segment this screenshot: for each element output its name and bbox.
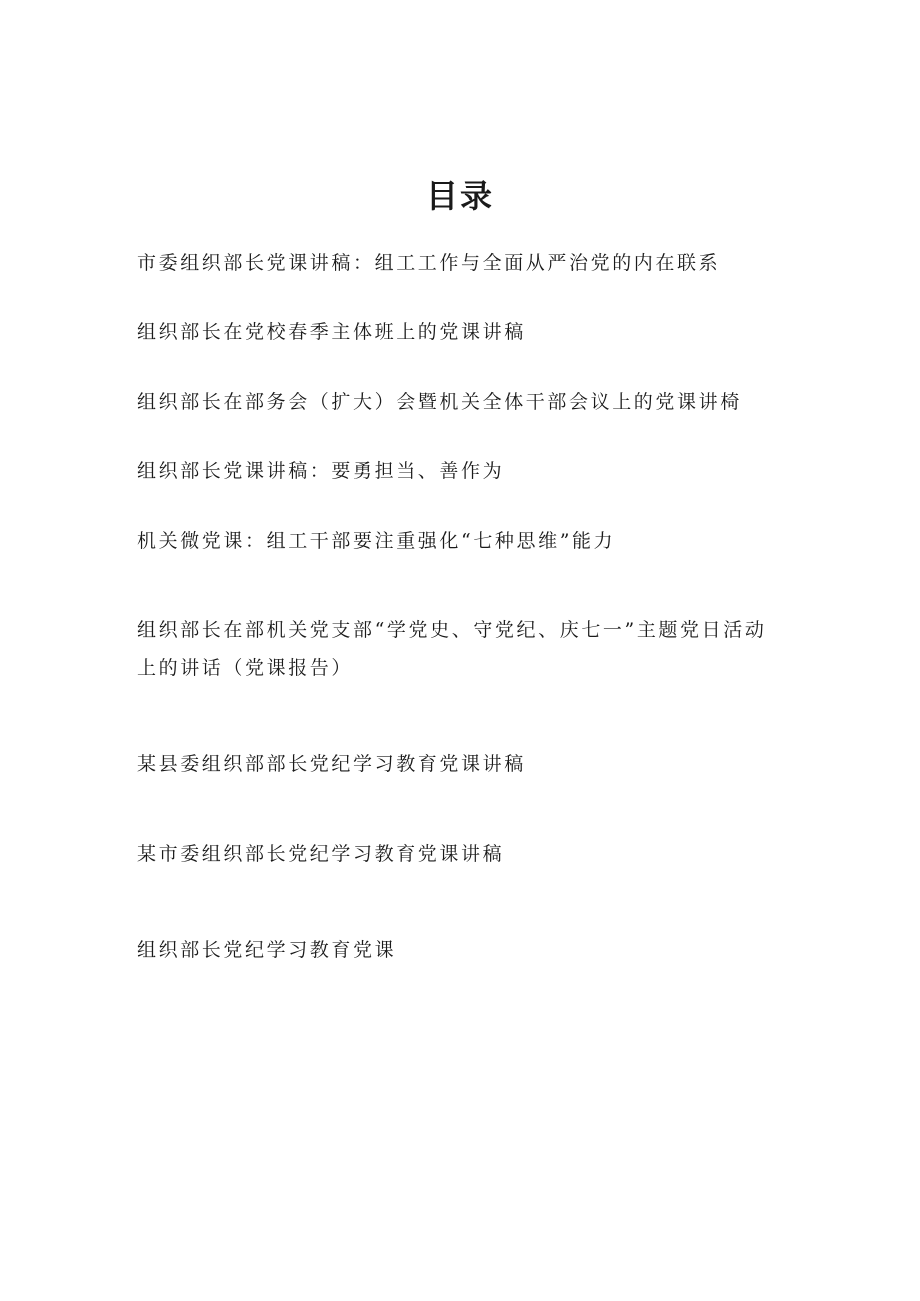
- toc-entry[interactable]: 组织部长在部机关党支部“学党史、守党纪、庆七一”主题党日活动上的讲话（党课报告）: [137, 619, 767, 679]
- toc-entry[interactable]: 某县委组织部部长党纪学习教育党课讲稿: [137, 753, 526, 775]
- toc-entry[interactable]: 组织部长党课讲稿：要勇担当、善作为: [137, 460, 505, 482]
- toc-entry[interactable]: 组织部长党纪学习教育党课: [137, 939, 397, 961]
- toc-entry[interactable]: 某市委组织部长党纪学习教育党课讲稿: [137, 843, 505, 865]
- toc-entry[interactable]: 组织部长在党校春季主体班上的党课讲稿: [137, 321, 526, 343]
- toc-entry[interactable]: 机关微党课：组工干部要注重强化“七种思维”能力: [137, 530, 616, 552]
- toc-entry[interactable]: 市委组织部长党课讲稿：组工工作与全面从严治党的内在联系: [137, 252, 721, 274]
- toc-title: 目录: [425, 177, 494, 215]
- toc-entry[interactable]: 组织部长在部务会（扩大）会暨机关全体干部会议上的党课讲椅: [137, 391, 742, 413]
